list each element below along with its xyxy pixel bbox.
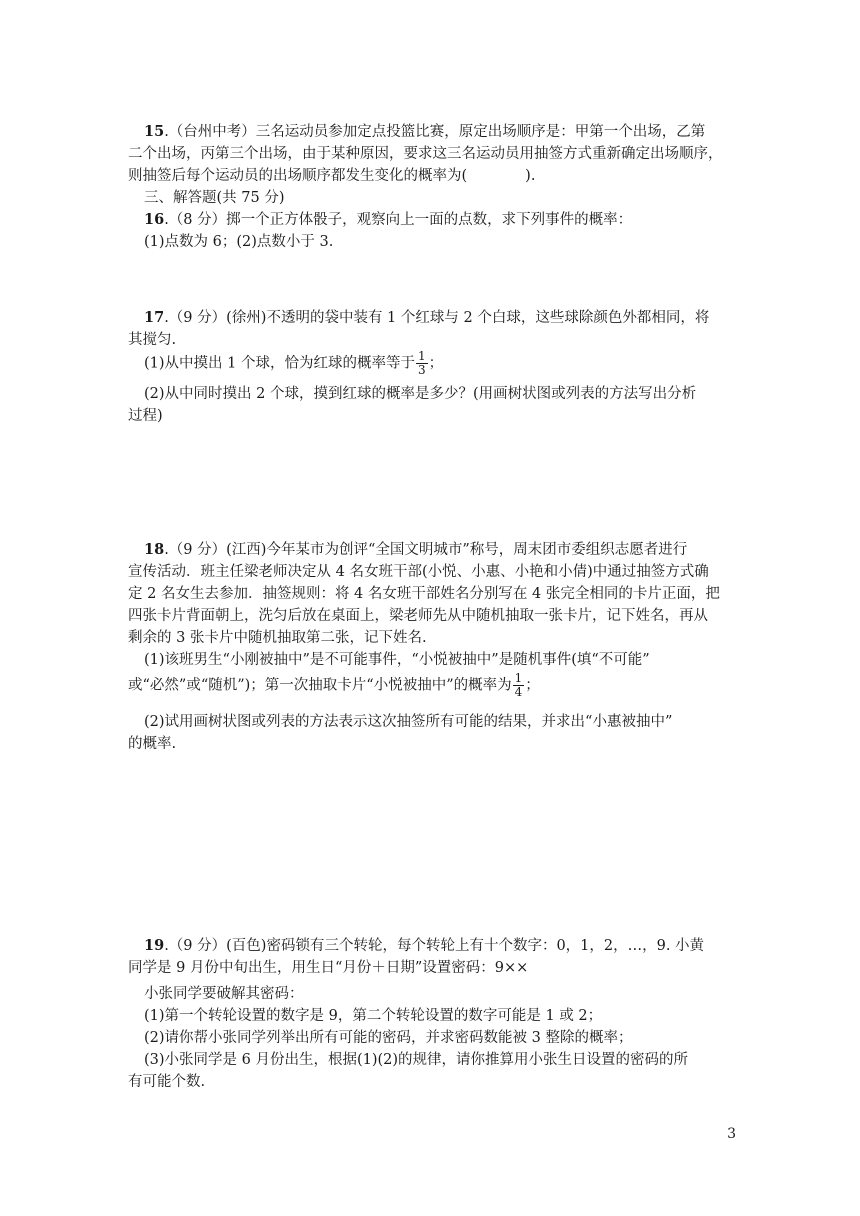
q18-text1: .（9 分）(江西)今年某市为创评“全国文明城市”称号，周末团市委组织志愿者进行 [164,542,688,558]
q19-line3: 小张同学要破解其密码： [144,986,304,1002]
q16-number: 16 [144,211,165,228]
section-heading: 三、解答题(共 75 分) [144,190,285,206]
q16-line1 [144,210,632,230]
q19-number: 19 [144,937,165,954]
q18-line1 [144,540,687,560]
q18-part1-text: 或“必然”或“随机”)；第一次抽取卡片“小悦被抽中”的概率为 [128,677,512,694]
fraction-numerator: 1 [514,671,523,685]
q15-number: 15 [144,123,165,140]
q17-part2-line1: (2)从中同时摸出 2 个球，摸到红球的概率是多少？(用画树状图或列表的方法写出分析 [144,386,697,402]
q17-line2: 其搅匀. [128,332,177,348]
q16-line2: (1)点数为 6；(2)点数小于 3. [144,234,334,250]
q18-part2-line1: (2)试用画树状图或列表的方法表示这次抽签所有可能的结果，并求出“小惠被抽中” [144,714,673,730]
q19-part3-line1: (3)小张同学是 6 月份出生，根据(1)(2)的规律，请你推算用小张生日设置的密码的所 [144,1052,689,1068]
q19-text1: .（9 分）(百色)密码锁有三个转轮，每个转轮上有十个数字：0，1，2，…，9. 小黄 [164,938,705,954]
q18-line5: 剩余的 3 张卡片中随机抽取第二张，记下姓名. [128,630,427,646]
q16-text1: .（8 分）掷一个正方体骰子，观察向上一面的点数，求下列事件的概率： [164,212,633,228]
q18-part1-line2 [128,672,540,699]
q19-part1: (1)第一个转轮设置的数字是 9，第二个转轮设置的数字可能是 1 或 2； [144,1008,603,1024]
q19-line1 [144,936,704,956]
q18-line4: 四张卡片背面朝上，洗匀后放在桌面上，梁老师先从中随机抽取一张卡片，记下姓名，再从 [128,608,708,624]
q17-part1-end: ； [428,355,444,372]
page-number: 3 [727,1126,736,1142]
q15-text3-end: ). [525,168,536,184]
q15-text1: .（台州中考）三名运动员参加定点投篮比赛，原定出场顺序是：甲第一个出场，乙第 [164,124,706,140]
q18-line3: 定 2 名女生去参加．抽签规则：将 4 名女班干部姓名分别写在 4 张完全相同的卡片正面，把 [128,586,720,602]
q18-number: 18 [144,541,165,558]
q19-part2: (2)请你帮小张同学列举出所有可能的密码，并求密码数能被 3 整除的概率； [144,1030,633,1046]
fraction-denominator: 3 [417,363,426,377]
q17-text1: .（9 分）(徐州)不透明的袋中装有 1 个红球与 2 个白球，这些球除颜色外都相同，将 [164,310,710,326]
q18-part1-line1: (1)该班男生“小刚被抽中”是不可能事件，“小悦被抽中”是随机事件(填“不可能” [144,652,650,668]
q17-part2-line2: 过程) [128,408,163,424]
q19-line2: 同学是 9 月份中旬出生，用生日“月份＋日期”设置密码：9×× [128,960,529,976]
q15-line1 [144,122,705,142]
q15-line3 [128,166,535,186]
fraction-one-quarter [513,672,525,699]
q18-line2: 宣传活动．班主任梁老师决定从 4 名女班干部(小悦、小惠、小艳和小倩)中通过抽签方式确 [128,564,709,580]
q19-part3-line2: 有可能个数. [128,1074,206,1090]
q17-part1 [144,350,443,377]
q17-part1-text: (1)从中摸出 1 个球，恰为红球的概率等于 [144,355,415,372]
fraction-numerator: 1 [417,349,426,363]
q15-text3: 则抽签后每个运动员的出场顺序都发生变化的概率为( [128,168,468,184]
q18-part2-line2: 的概率. [128,736,177,752]
fraction-one-third [416,350,428,377]
q15-line2: 二个出场，丙第三个出场，由于某种原因，要求这三名运动员用抽签方式重新确定出场顺序， [128,146,723,162]
q17-line1 [144,308,709,328]
q17-number: 17 [144,309,165,326]
q18-part1-end: ； [525,677,540,694]
fraction-denominator: 4 [514,685,523,699]
